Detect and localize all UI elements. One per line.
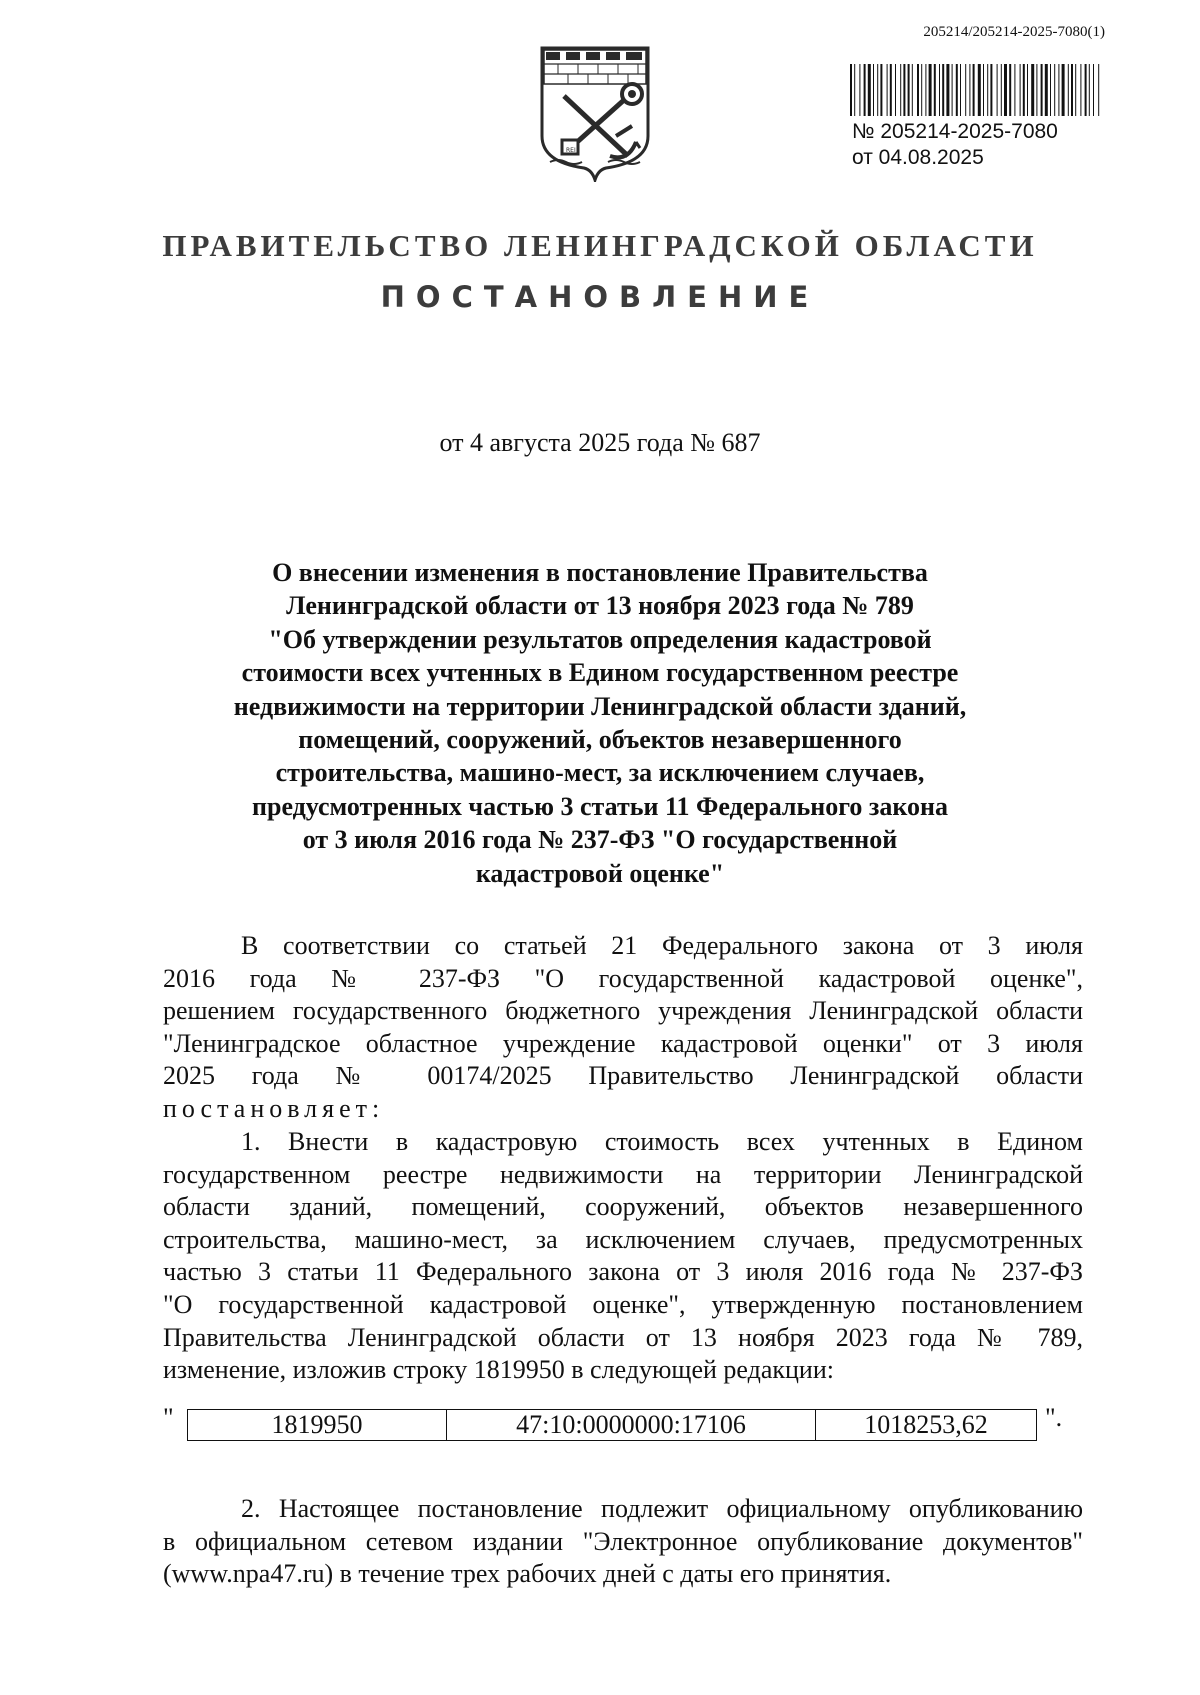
barcode-bar <box>983 64 984 116</box>
barcode-bar <box>887 64 888 116</box>
barcode-bar <box>946 64 949 116</box>
barcode-bar <box>1004 64 1007 116</box>
barcode-bar <box>900 64 901 116</box>
barcode-bar <box>1058 64 1059 116</box>
barcode-bar <box>1089 64 1090 116</box>
barcode-bar <box>1041 64 1043 116</box>
row-number-cell: 1819950 <box>188 1410 447 1441</box>
barcode-bar <box>859 64 860 116</box>
amended-row-table <box>187 1409 1037 1441</box>
heading-line: кадастровой оценке" <box>475 858 725 888</box>
heading-line: предусмотренных частью 3 статьи 11 Федерального закона <box>252 791 948 821</box>
barcode-bar <box>990 64 992 116</box>
barcode-bar <box>908 64 910 116</box>
barcode-bar <box>1085 64 1087 116</box>
heading-line: О внесении изменения в постановление Правительства <box>272 558 928 587</box>
item-2-line: 2. Настоящее постановление подлежит официальному опубликованию <box>241 1494 1083 1523</box>
item-1-paragraph <box>163 1126 1083 1387</box>
government-title: ПРАВИТЕЛЬСТВО ЛЕНИНГРАДСКОЙ ОБЛАСТИ <box>162 228 1038 263</box>
barcode-bar <box>939 64 940 116</box>
barcode-bar <box>1062 64 1065 116</box>
resolution-date-number: от 4 августа 2025 года № 687 <box>439 428 761 457</box>
barcode-bar <box>903 64 905 116</box>
item-1-line: области зданий, помещений, сооружений, объектов незавершенного <box>163 1192 1083 1222</box>
barcode-bar <box>1027 64 1028 116</box>
preamble-line: В соответствии со статьей 21 Федерального закона от 3 июля <box>241 931 1083 960</box>
cadastral-number-cell: 47:10:0000000:17106 <box>447 1410 816 1441</box>
barcode-bar <box>864 64 866 116</box>
barcode-bar <box>978 64 981 116</box>
item-1-line: 1. Внести в кадастровую стоимость всех учтенных в Едином <box>241 1127 1083 1156</box>
barcode-bar <box>965 64 966 116</box>
barcode-bar <box>890 64 892 116</box>
barcode-bar <box>873 64 874 116</box>
motto-text: REI <box>566 147 576 154</box>
barcode-bar <box>917 64 919 116</box>
barcode-bar <box>854 64 855 116</box>
registration-date: от 04.08.2025 <box>852 146 984 169</box>
table-row <box>188 1410 1037 1441</box>
barcode-bar <box>1068 64 1069 116</box>
item-1-line: государственном реестре недвижимости на территории Ленинградской <box>163 1159 1083 1189</box>
coat-of-arms-icon <box>536 44 654 182</box>
amended-row-block <box>163 1403 1083 1443</box>
preamble-line: решением государственного бюджетного учреждения Ленинградской области <box>163 996 1083 1026</box>
item-2-paragraph <box>163 1493 1083 1591</box>
document-reference: 205214/205214-2025-7080(1) <box>923 24 1105 40</box>
barcode-bar <box>1023 64 1025 116</box>
barcode-bar <box>956 64 958 116</box>
barcode-bar <box>1050 64 1051 116</box>
item-1-line: "О государственной кадастровой оценке", утвержденную постановлением <box>163 1289 1083 1319</box>
registration-number: № 205214-2025-7080 <box>852 120 1058 143</box>
barcode-bar <box>952 64 953 116</box>
barcode-bar <box>997 64 998 116</box>
item-2-line: (www.npa47.ru) в течение трех рабочих дней с даты его принятия. <box>163 1559 892 1589</box>
barcode-bar <box>969 64 970 116</box>
heading-line: от 3 июля 2016 года № 237-ФЗ "О государственной <box>302 825 898 855</box>
barcode-bar <box>1001 64 1002 116</box>
barcode-bar <box>877 64 878 116</box>
preamble-paragraph <box>163 930 1083 1126</box>
item-1-line: изменение, изложив строку 1819950 в следующей редакции: <box>163 1355 834 1385</box>
preamble-line: 2025 года № 00174/2025 Правительство Ленинградской области <box>163 1061 1083 1091</box>
item-2-line: в официальном сетевом издании "Электронное опубликование документов" <box>163 1526 1083 1556</box>
barcode-bar <box>1045 64 1048 116</box>
preamble-line-resolves: постановляет: <box>163 1093 385 1123</box>
barcode-bar <box>868 64 871 116</box>
barcode-bar <box>934 64 936 116</box>
close-quote: ". <box>1045 1403 1063 1432</box>
heading-line: недвижимости на территории Ленинградской области зданий, <box>233 691 967 721</box>
barcode-bar <box>942 64 944 116</box>
document-type: ПОСТАНОВЛЕНИЕ <box>380 280 820 314</box>
barcode <box>848 64 1104 120</box>
barcode-bar <box>895 64 896 116</box>
barcode-bar <box>1020 64 1021 116</box>
barcode-bar <box>1054 64 1055 116</box>
barcode-bar <box>1031 64 1034 116</box>
barcode-bar <box>880 64 882 116</box>
barcode-bar <box>912 64 913 116</box>
barcode-bar <box>1071 64 1073 116</box>
barcode-bar <box>1009 64 1011 116</box>
barcode-bar <box>1075 64 1076 116</box>
heading-line: Ленинградской области от 13 ноября 2023 года № 789 <box>286 591 914 621</box>
barcode-bar <box>960 64 961 116</box>
barcode-bar <box>1098 64 1099 116</box>
heading-line: "Об утверждении результатов определения кадастровой <box>268 624 932 654</box>
barcode-bar <box>925 64 926 116</box>
preamble-line: 2016 года № 237-ФЗ "О государственной кадастровой оценке", <box>163 963 1083 993</box>
preamble-line: "Ленинградское областное учреждение кадастровой оценки" от 3 июля <box>163 1028 1083 1058</box>
barcode-bar <box>1014 64 1015 116</box>
barcode-bar <box>987 64 988 116</box>
open-quote: " <box>163 1403 174 1432</box>
heading-line: стоимости всех учтенных в Едином государственном реестре <box>241 658 959 688</box>
barcode-bar <box>929 64 932 116</box>
barcode-bar <box>850 64 852 116</box>
item-1-line: частью 3 статьи 11 Федерального закона от 3 июля 2016 года № 237-ФЗ <box>163 1257 1083 1287</box>
heading-line: строительства, машино-мест, за исключением случаев, <box>275 758 925 788</box>
heading-line: помещений, сооружений, объектов незавершенного <box>298 725 902 755</box>
barcode-bar <box>921 64 922 116</box>
item-1-line: Правительства Ленинградской области от 13 ноября 2023 года № 789, <box>163 1322 1083 1352</box>
barcode-bar <box>1036 64 1037 116</box>
cadastral-value-cell: 1018253,62 <box>816 1410 1037 1441</box>
item-1-line: строительства, машино-мест, за исключением случаев, предусмотренных <box>163 1224 1083 1254</box>
barcode-bar <box>973 64 975 116</box>
resolution-heading <box>150 556 1050 890</box>
barcode-bar <box>1080 64 1081 116</box>
barcode-bar <box>1093 64 1094 116</box>
